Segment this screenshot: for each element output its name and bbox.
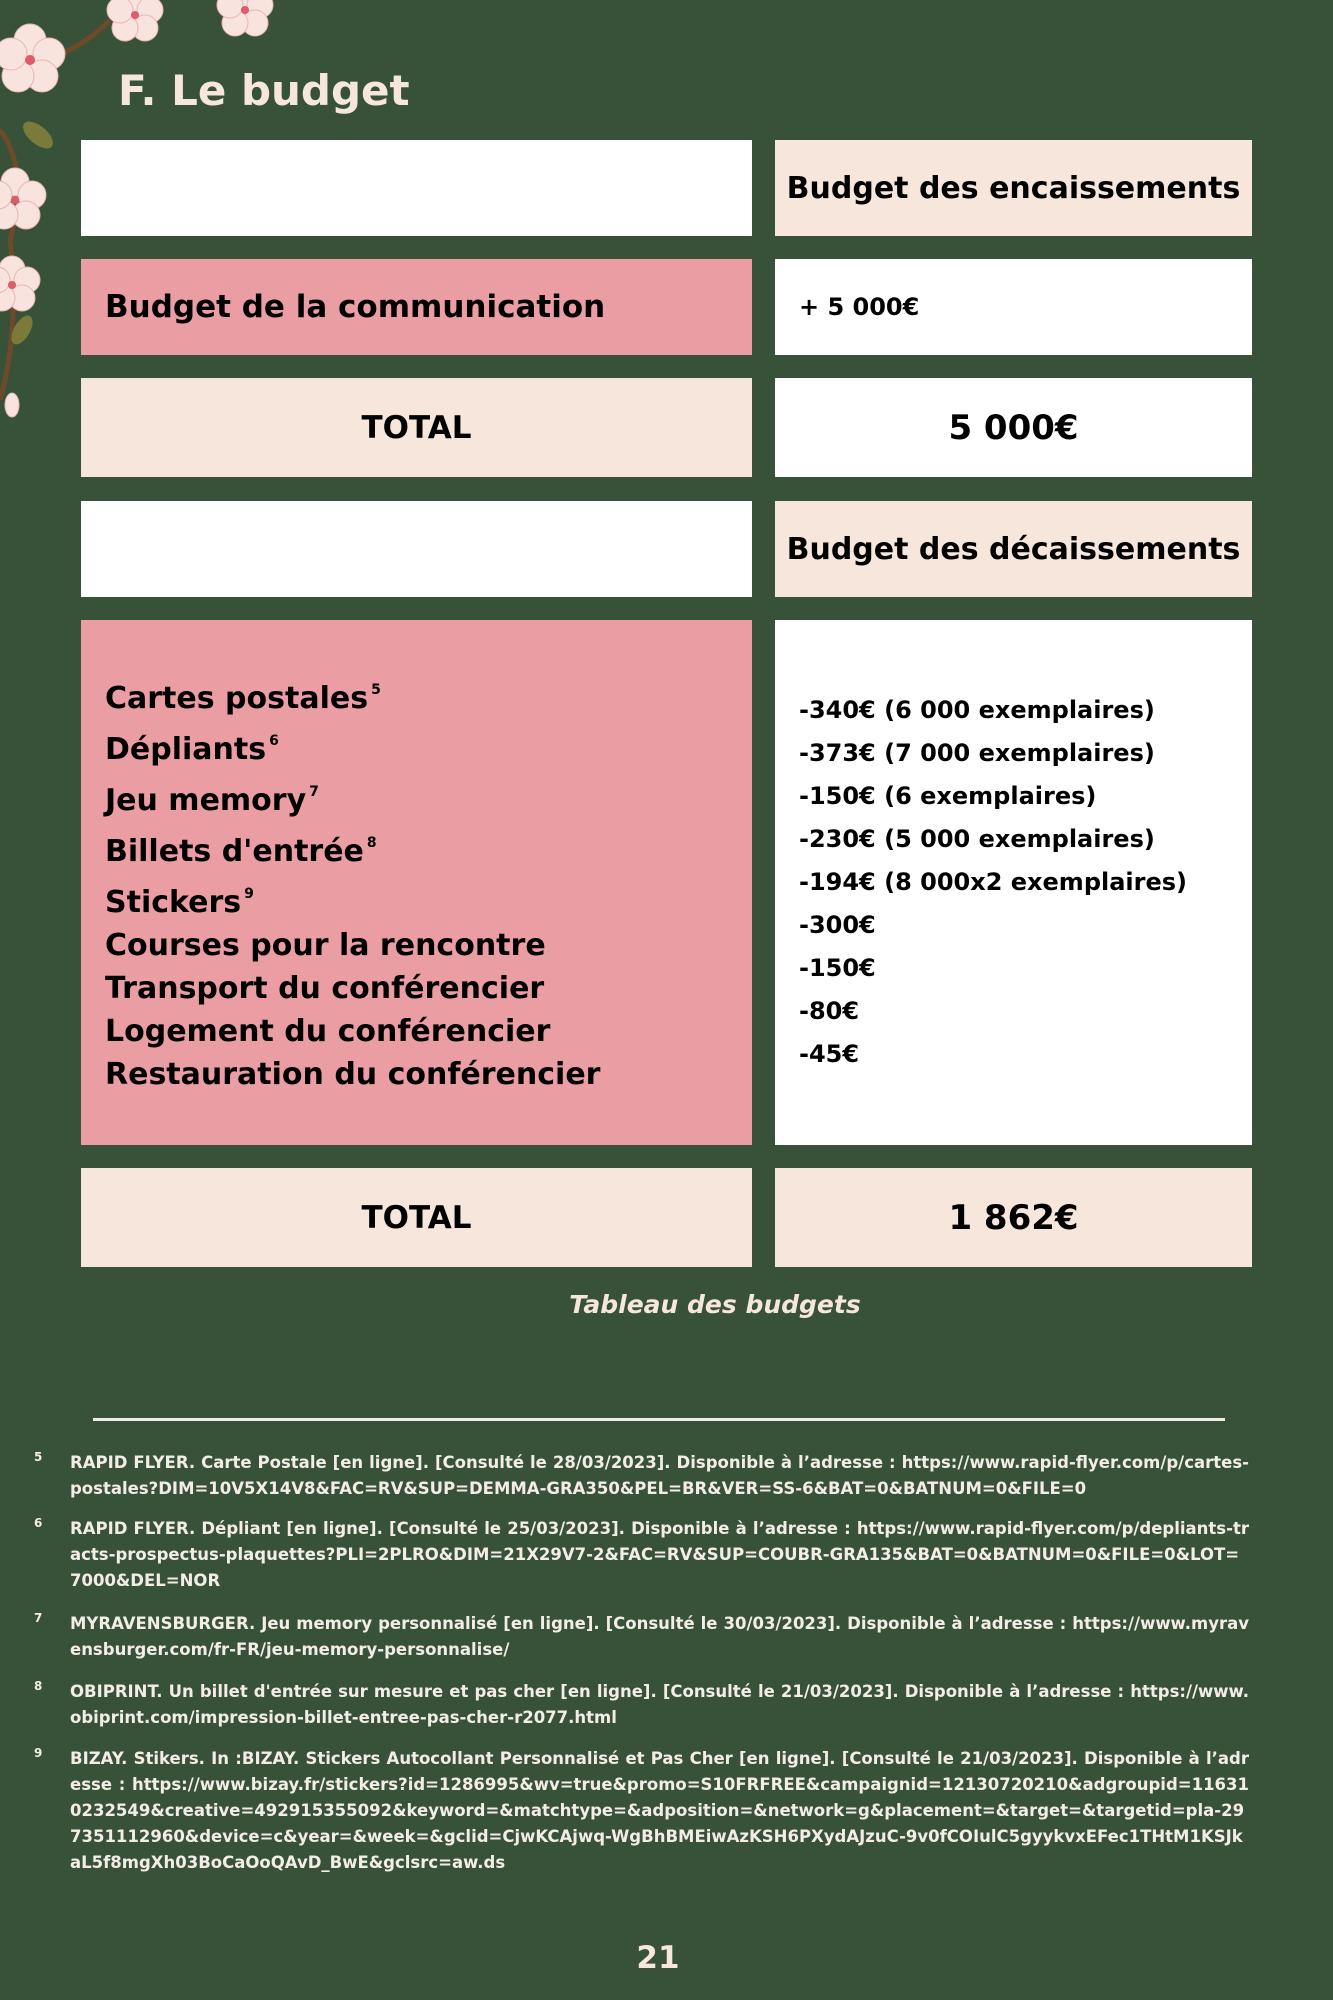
blank-header-cell-2 — [81, 501, 752, 597]
communication-value: + 5 000€ — [775, 259, 1252, 355]
expense-label: Stickers $^9$ — [105, 885, 254, 920]
footnote-ref: 6 — [269, 733, 279, 749]
footnote-text: MYRAVENSBURGER. Jeu memory personnalisé [en ligne]. [Consulté le 30/03/2023]. Disponible à l’adresse : https://www.myravensburger.com/fr-FR/jeu-memory-personnalise/ — [70, 1614, 1249, 1659]
expense-value: -150€ — [799, 954, 876, 982]
expense-value: -373€ (7 000 exemplaires) — [799, 739, 1155, 767]
footnote-text: OBIPRINT. Un billet d'entrée sur mesure et pas cher [en ligne]. [Consulté le 21/03/2023]. Disponible à l’adresse : https://www.obiprint.com/impression-billet-entree-pas-cher-r2077.html — [70, 1682, 1249, 1727]
footnote-ref: 7 — [309, 784, 319, 800]
expense-labels-cell — [81, 620, 752, 1145]
footnote-text: RAPID FLYER. Carte Postale [en ligne]. [Consulté le 28/03/2023]. Disponible à l’adresse : https://www.rapid-flyer.com/p/cartes-postales?DIM=10V5X14V8&FAC=RV&SUP=DEMMA-GRA350&PEL=BR&VER=SS-6&BAT=0&BATNUM=0&FILE=0 — [70, 1453, 1249, 1498]
footnote-text: RAPID FLYER. Dépliant [en ligne]. [Consulté le 25/03/2023]. Disponible à l’adresse : https://www.rapid-flyer.com/p/depliants-tracts-prospectus-plaquettes?PLI=2PLRO&DIM=21X29V7-2&FAC=RV&SUP=COUBR-GRA135&BAT=0&BATNUM=0&FILE=0&LOT=7000&DEL=NOR — [70, 1519, 1249, 1590]
expense-value: -340€ (6 000 exemplaires) — [799, 696, 1155, 724]
communication-label: Budget de la communication — [81, 259, 752, 355]
expense-value: -80€ — [799, 997, 860, 1025]
expense-label: Transport du conférencier — [105, 971, 545, 1006]
footnote-number: 9 — [34, 1746, 43, 1760]
footnote-number: 8 — [34, 1679, 43, 1693]
table-caption: Tableau des budgets — [569, 1290, 861, 1319]
decaissements-header: Budget des décaissements — [775, 501, 1252, 597]
footnote-divider — [93, 1418, 1225, 1421]
footnote-text: BIZAY. Stikers. In :BIZAY. Stickers Autocollant Personnalisé et Pas Cher [en ligne]. [Consulté le 21/03/2023]. Disponible à l’adresse : https://www.bizay.fr/stickers?id=1286995&wv=true&promo=S10FRFREE&campaignid=12130720210&adgroupid=116310232549&creative=492915355092&keyword=&matchtype=&adposition=&network=g&placement=&target=&targetid=pla-297351112960&device=c&year=&week=&gclid=CjwKCAjwq-WgBhBMEiwAzKSH6PXydAJzuC-9v0fCOIulC5gyykvxEFec1THtM1KSJkaL5f8mgXh03BoCaOoQAvD_BwE&gclsrc=aw.ds — [70, 1749, 1249, 1872]
expense-label: Cartes postales $^5$ — [105, 681, 381, 716]
expense-label: Restauration du conférencier — [105, 1057, 601, 1092]
expense-value: -300€ — [799, 911, 876, 939]
expense-label: Billets d'entrée $^8$ — [105, 834, 377, 869]
footnote — [34, 1611, 1249, 1663]
total-value-encaissements: 5 000€ — [775, 378, 1252, 477]
footnote — [34, 1516, 1249, 1594]
expense-value: -194€ (8 000x2 exemplaires) — [799, 868, 1188, 896]
total-label-encaissements: TOTAL — [81, 378, 752, 477]
footnote-ref: 5 — [371, 682, 381, 698]
expense-label: Courses pour la rencontre — [105, 928, 546, 963]
footnote-ref: 8 — [366, 835, 377, 851]
footnote-ref: 9 — [244, 886, 254, 902]
expense-label: Jeu memory $^7$ — [105, 783, 319, 818]
page-title: F. Le budget — [118, 66, 410, 115]
expense-label: Logement du conférencier — [105, 1014, 551, 1049]
footnote — [34, 1679, 1249, 1731]
expense-value: -45€ — [799, 1040, 860, 1068]
footnote-number: 5 — [34, 1450, 43, 1464]
encaissements-header: Budget des encaissements — [775, 140, 1252, 236]
blank-header-cell-1 — [81, 140, 752, 236]
footnote-number: 6 — [34, 1516, 43, 1530]
footnote-number: 7 — [34, 1611, 43, 1625]
total-label-decaissements: TOTAL — [81, 1168, 752, 1267]
expense-label: Dépliants $^6$ — [105, 732, 279, 767]
page-number: 21 — [636, 1940, 680, 1976]
footnote — [34, 1746, 1249, 1876]
expense-value: -230€ (5 000 exemplaires) — [799, 825, 1155, 853]
expense-values-cell — [775, 620, 1252, 1145]
total-value-decaissements: 1 862€ — [775, 1168, 1252, 1267]
expense-value: -150€ (6 exemplaires) — [799, 782, 1097, 810]
footnote — [34, 1450, 1249, 1502]
